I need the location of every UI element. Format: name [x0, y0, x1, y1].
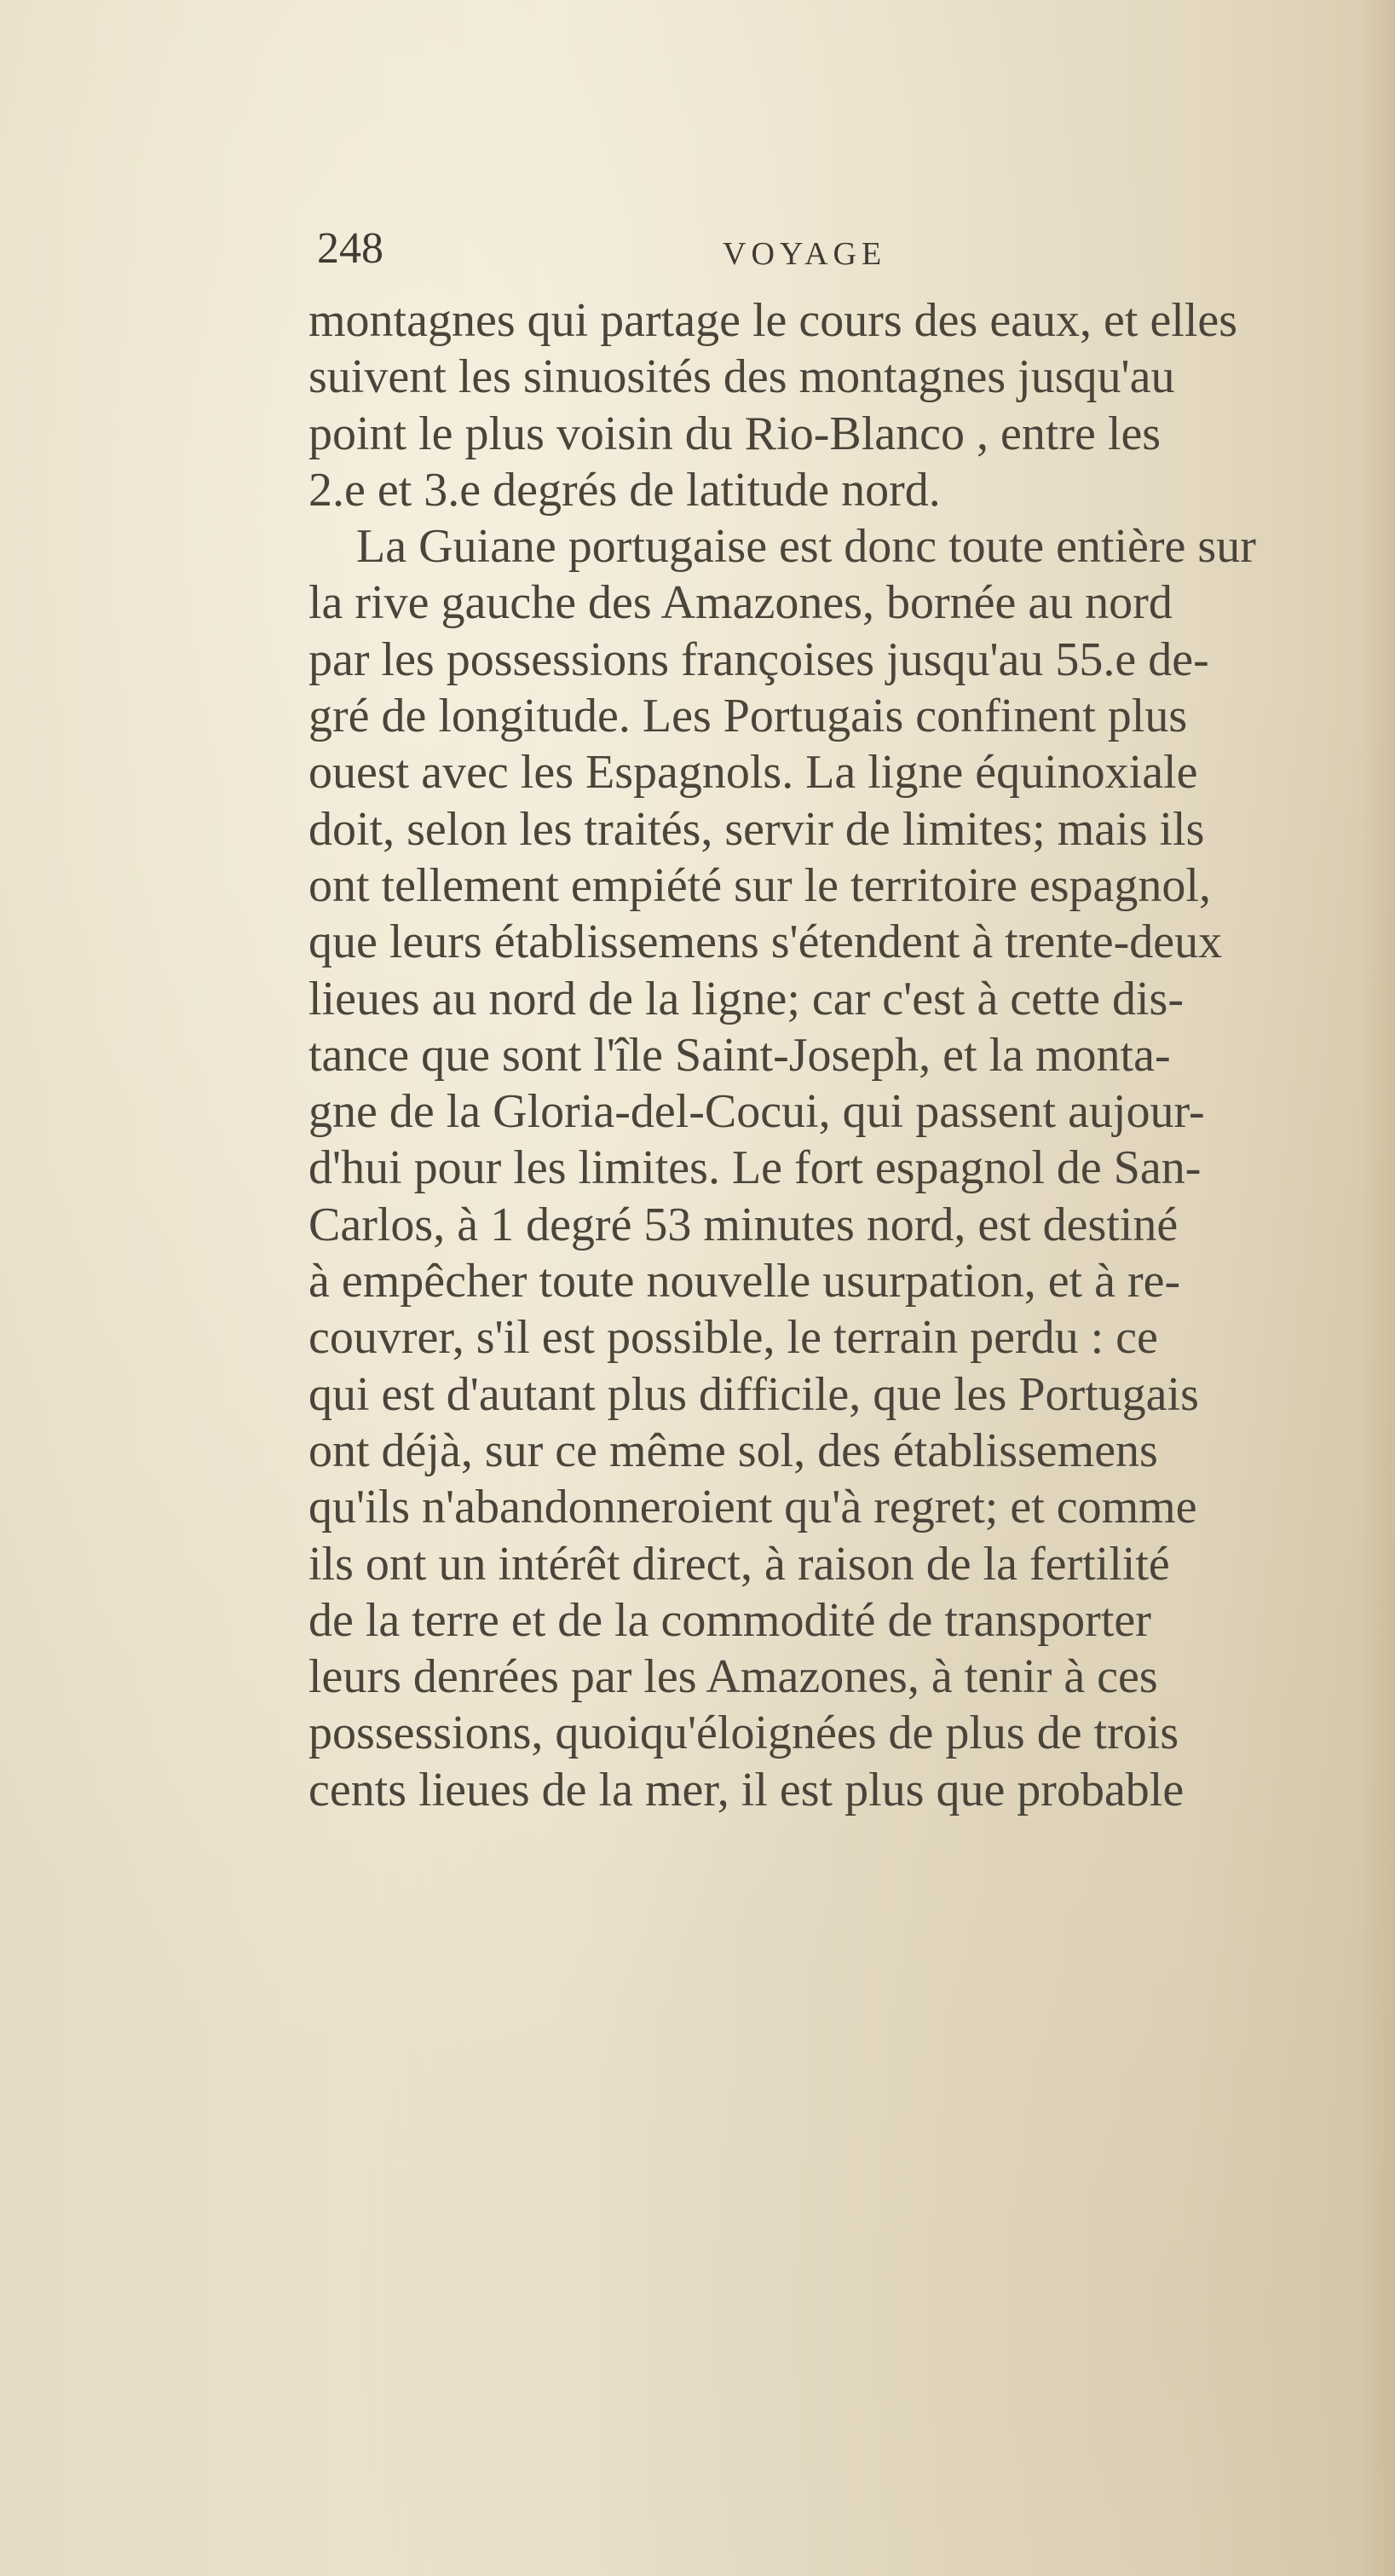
text-line: Carlos, à 1 degré 53 minutes nord, est destiné — [308, 1198, 1179, 1251]
text-line: d'hui pour les limites. Le fort espagnol de San- — [308, 1141, 1202, 1195]
text-line: à empêcher toute nouvelle usurpation, et à re- — [308, 1255, 1181, 1308]
text-line: possessions, quoiqu'éloignées de plus de trois — [308, 1707, 1179, 1760]
text-line: de la terre et de la commodité de transporter — [308, 1593, 1151, 1647]
text-line: La Guiane portugaise est donc toute entière sur — [308, 520, 1256, 574]
text-line: ont déjà, sur ce même sol, des établissemens — [308, 1424, 1158, 1477]
text-line: lieues au nord de la ligne; car c'est à cette dis- — [308, 972, 1184, 1025]
text-line: tance que sont l'île Saint-Joseph, et la monta- — [308, 1028, 1171, 1082]
text-line: qui est d'autant plus difficile, que les Portugais — [308, 1367, 1199, 1421]
text-line: ouest avec les Espagnols. La ligne équinoxiale — [308, 746, 1198, 800]
text-line: gne de la Gloria-del-Cocui, qui passent aujour- — [308, 1085, 1205, 1139]
text-line: qu'ils n'abandonneroient qu'à regret; et comme — [308, 1481, 1197, 1534]
body-text — [308, 292, 1395, 1818]
page-number: 248 — [317, 224, 383, 273]
text-line: cents lieues de la mer, il est plus que probable — [308, 1763, 1185, 1816]
text-line: couvrer, s'il est possible, le terrain perdu : ce — [308, 1311, 1158, 1365]
text-line: ont tellement empiété sur le territoire espagnol, — [308, 858, 1211, 912]
text-line: leurs denrées par les Amazones, à tenir à ces — [308, 1650, 1158, 1704]
running-title: VOYAGE — [723, 236, 887, 272]
text-line: la rive gauche des Amazones, bornée au nord — [308, 576, 1173, 630]
text-line: gré de longitude. Les Portugais confinent plus — [308, 690, 1188, 743]
text-line: doit, selon les traités, servir de limites; mais ils — [308, 802, 1205, 856]
page-header — [317, 223, 965, 274]
text-line: 2.e et 3.e degrés de latitude nord. — [308, 463, 941, 517]
text-line: que leurs établissemens s'étendent à trente-deux — [308, 915, 1223, 969]
text-line: ils ont un intérêt direct, à raison de la fertilité — [308, 1537, 1170, 1591]
text-line: suivent les sinuosités des montagnes jusqu'au — [308, 350, 1175, 404]
text-line: par les possessions françoises jusqu'au 55.e de- — [308, 632, 1209, 686]
text-line: montagnes qui partage le cours des eaux, et elles — [308, 294, 1238, 347]
text-line: point le plus voisin du Rio-Blanco , entre les — [308, 407, 1162, 460]
